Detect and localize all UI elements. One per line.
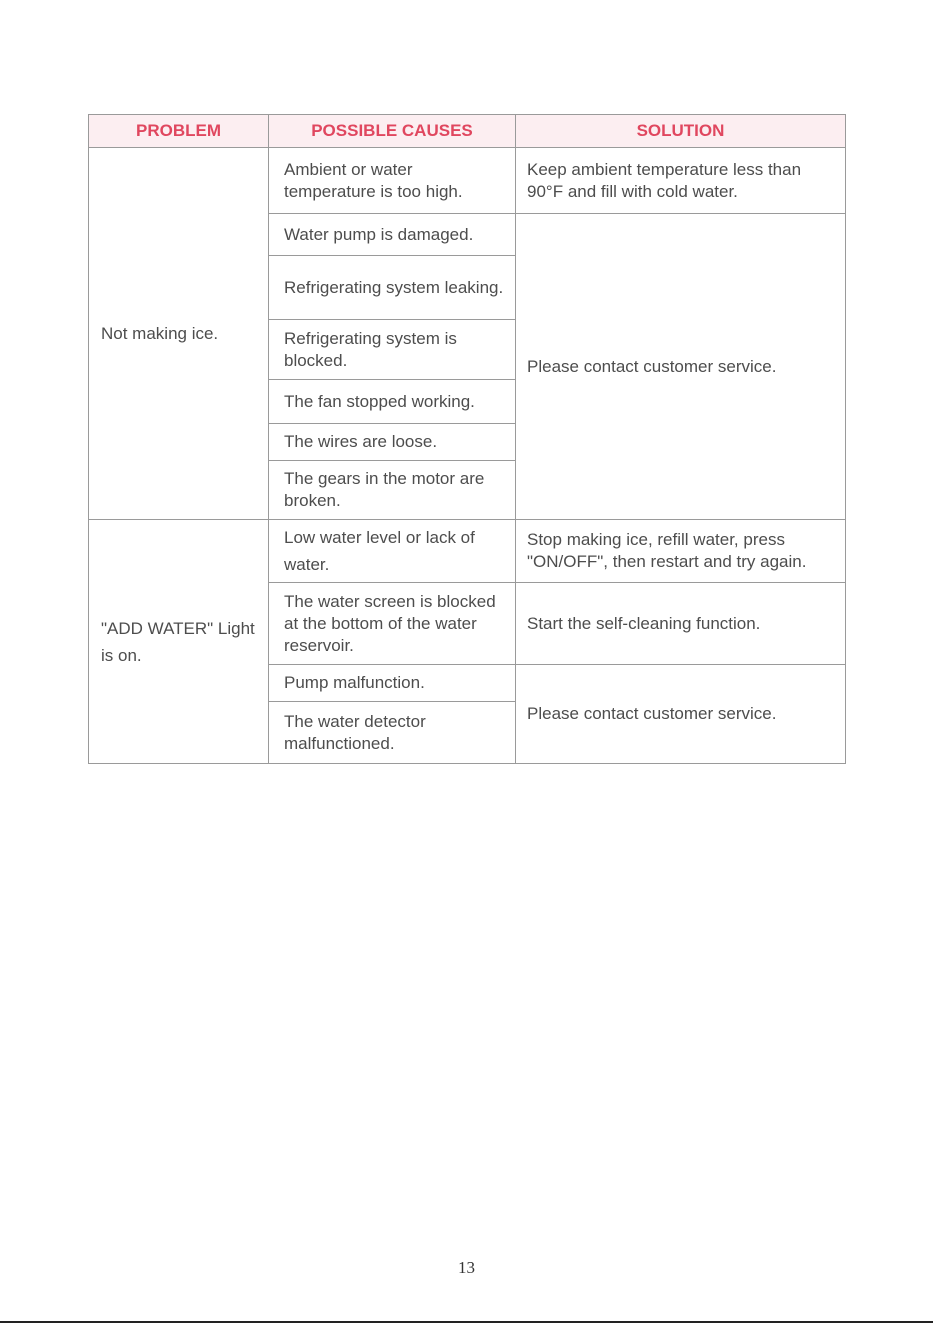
cause-cell: Refrigerating system is blocked.	[269, 320, 516, 380]
solution-cell: Start the self-cleaning function.	[516, 583, 846, 665]
cause-cell: Refrigerating system leaking.	[269, 256, 516, 320]
header-possible-causes: POSSIBLE CAUSES	[269, 115, 516, 148]
header-solution: SOLUTION	[516, 115, 846, 148]
table-row	[89, 520, 846, 583]
page-number: 13	[458, 1258, 475, 1277]
troubleshooting-table	[88, 114, 846, 764]
cause-cell: The wires are loose.	[269, 424, 516, 461]
table-header-row	[89, 115, 846, 148]
problem-cell: "ADD WATER" Light is on.	[89, 520, 269, 764]
solution-cell: Please contact customer service.	[516, 665, 846, 764]
cause-cell: The fan stopped working.	[269, 380, 516, 424]
cause-cell: The water screen is blocked at the bottom of the water reservoir.	[269, 583, 516, 665]
cause-cell: Low water level or lack of water.	[269, 520, 516, 583]
solution-cell: Stop making ice, refill water, press "ON/OFF", then restart and try again.	[516, 520, 846, 583]
problem-cell: Not making ice.	[89, 148, 269, 520]
solution-cell: Please contact customer service.	[516, 214, 846, 520]
cause-cell: The gears in the motor are broken.	[269, 461, 516, 520]
cause-cell: Pump malfunction.	[269, 665, 516, 702]
table-row	[89, 148, 846, 214]
cause-cell: Water pump is damaged.	[269, 214, 516, 256]
cause-cell: The water detector malfunctioned.	[269, 702, 516, 764]
bottom-divider	[0, 1321, 933, 1323]
header-problem: PROBLEM	[89, 115, 269, 148]
solution-cell: Keep ambient temperature less than 90°F and fill with cold water.	[516, 148, 846, 214]
cause-cell: Ambient or water temperature is too high.	[269, 148, 516, 214]
